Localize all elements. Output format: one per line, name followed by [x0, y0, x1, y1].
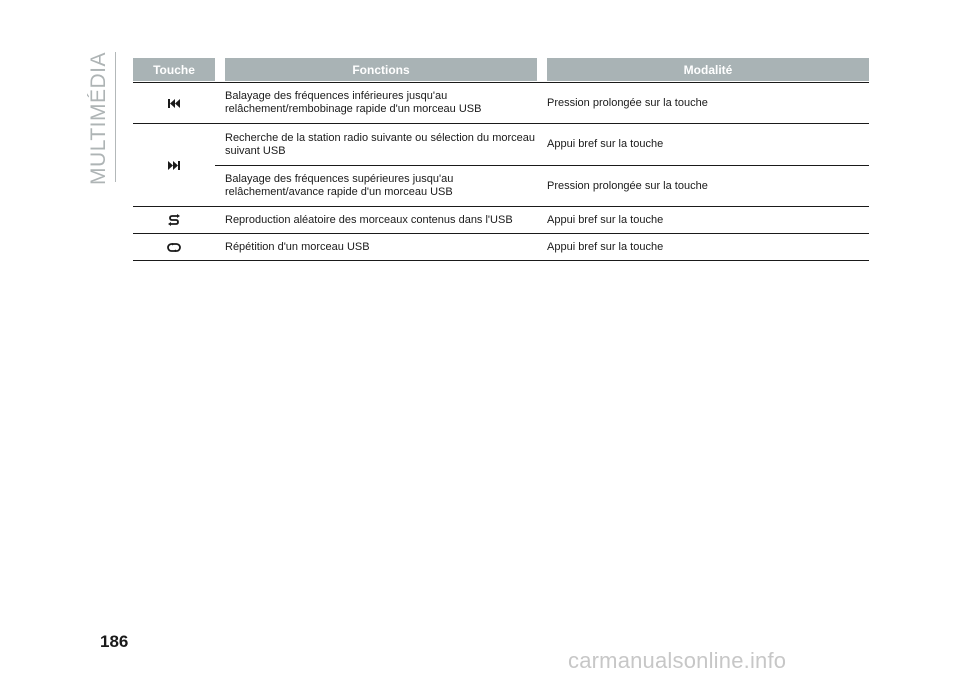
header-fonctions: Fonctions	[225, 58, 537, 81]
function-cell: Balayage des fréquences supérieures jusqu'au relâchement/avance rapide d'un morceau USB	[225, 173, 454, 198]
section-divider	[115, 52, 116, 182]
mode-cell: Appui bref sur la touche	[547, 213, 664, 226]
previous-track-icon	[168, 99, 180, 108]
functions-table	[133, 58, 869, 261]
function-cell: Répétition d'un morceau USB	[225, 240, 370, 253]
function-cell: Reproduction aléatoire des morceaux contenus dans l'USB	[225, 213, 513, 226]
key-cell	[133, 234, 215, 260]
mode-cell: Pression prolongée sur la touche	[547, 96, 708, 109]
table-row	[133, 207, 869, 234]
repeat-icon	[167, 243, 181, 252]
sub-rows	[215, 124, 869, 206]
mode-cell: Appui bref sur la touche	[547, 138, 664, 150]
key-cell	[133, 124, 215, 206]
page-number: 186	[100, 632, 129, 651]
mode-cell: Appui bref sur la touche	[547, 240, 664, 253]
table-row	[133, 124, 869, 207]
table-row	[133, 234, 869, 261]
key-cell	[133, 83, 215, 123]
sub-row	[215, 124, 869, 165]
section-title: MULTIMÉDIA	[87, 52, 110, 185]
function-cell: Recherche de la station radio suivante ou sélection du morceau suivant USB	[225, 131, 536, 157]
header-touche: Touche	[133, 58, 215, 81]
next-track-icon	[168, 161, 180, 170]
header-modalite: Modalité	[547, 58, 869, 81]
key-cell	[133, 207, 215, 233]
table-row	[133, 83, 869, 124]
sub-row	[215, 165, 869, 206]
mode-cell: Pression prolongée sur la touche	[547, 179, 708, 192]
shuffle-icon	[168, 214, 180, 226]
watermark: carmanualsonline.info	[568, 648, 787, 673]
table-header	[133, 58, 869, 81]
function-cell: Balayage des fréquences inférieures jusqu'au relâchement/rembobinage rapide d'un morceau USB	[225, 90, 482, 115]
